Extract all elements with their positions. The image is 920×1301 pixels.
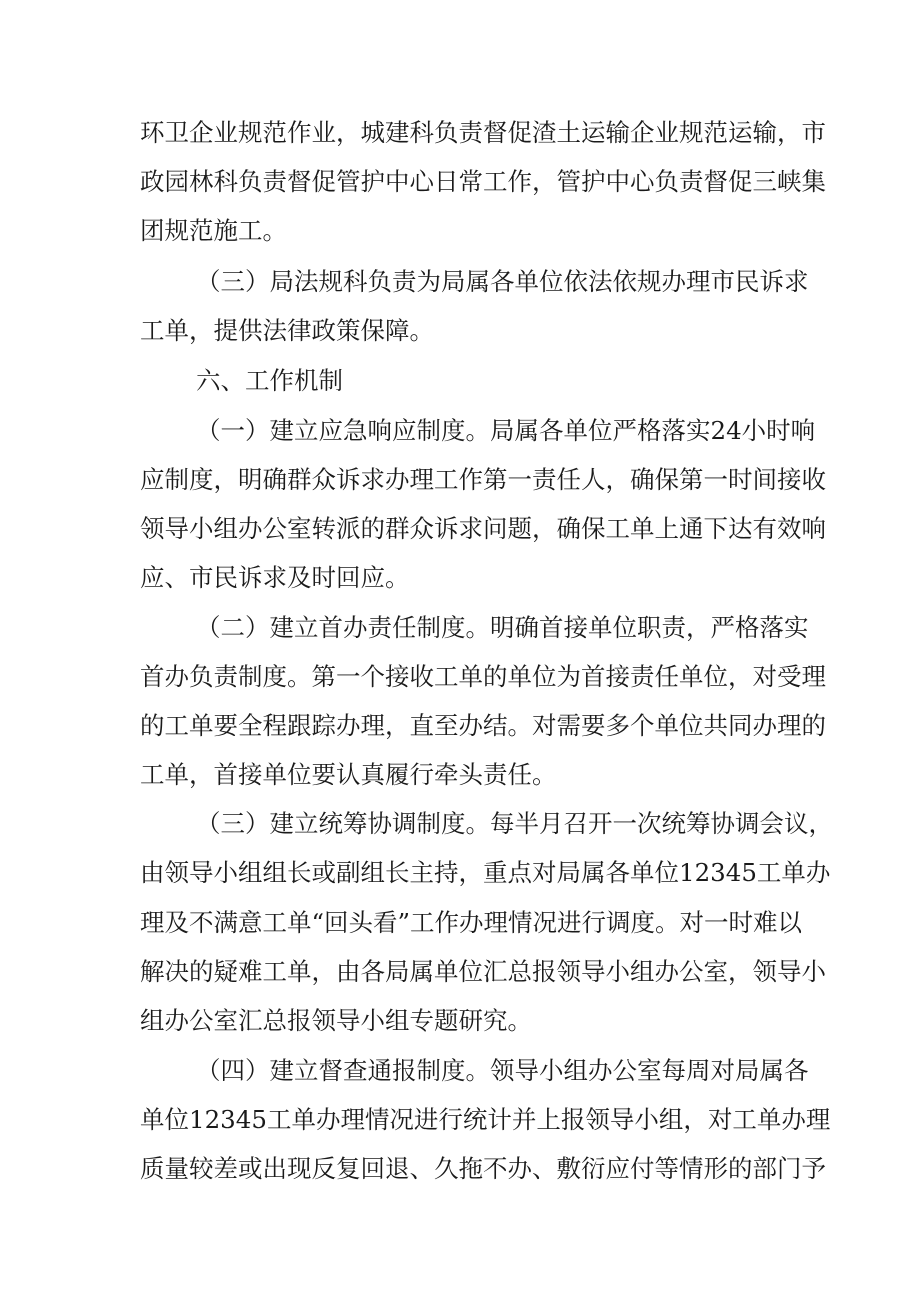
text-line-10: 应、市民诉求及时回应。: [140, 563, 410, 592]
text-line-15: （三）建立统筹协调制度。每半月召开一次统筹协调会议，: [196, 809, 833, 838]
text-line-21: 单位12345工单办理情况进行统计并上报领导小组，对工单办理: [140, 1105, 831, 1134]
text-line-7: （一）建立应急响应制度。局属各单位严格落实24小时响: [196, 416, 816, 445]
text-line-11: （二）建立首办责任制度。明确首接单位职责，严格落实: [196, 613, 809, 642]
text-line-2: 政园林科负责督促管护中心日常工作，管护中心负责督促三峡集: [140, 167, 826, 196]
text-line-17: 理及不满意工单“回头看”工作办理情况进行调度。对一时难以: [140, 908, 803, 937]
text-line-13: 的工单要全程跟踪办理，直至办结。对需要多个单位共同办理的: [140, 711, 826, 740]
text-line-19: 组办公室汇总报领导小组专题研究。: [140, 1006, 532, 1035]
text-line-3: 团规范施工。: [140, 216, 287, 245]
text-line-12: 首办负责制度。第一个接收工单的单位为首接责任单位，对受理: [140, 662, 826, 691]
text-line-1: 环卫企业规范作业，城建科负责督促渣土运输企业规范运输，市: [140, 118, 826, 147]
text-line-8: 应制度，明确群众诉求办理工作第一责任人，确保第一时间接收: [140, 465, 826, 494]
text-line-16: 由领导小组组长或副组长主持，重点对局属各单位12345工单办: [140, 858, 831, 887]
text-line-18: 解决的疑难工单，由各局属单位汇总报领导小组办公室，领导小: [140, 957, 826, 986]
section-heading: 六、工作机制: [196, 366, 343, 395]
text-line-22: 质量较差或出现反复回退、久拖不办、敷衍应付等情形的部门予: [140, 1154, 826, 1183]
text-line-14: 工单，首接单位要认真履行牵头责任。: [140, 760, 557, 789]
text-line-20: （四）建立督查通报制度。领导小组办公室每周对局属各: [196, 1056, 809, 1085]
text-line-4: （三）局法规科负责为局属各单位依法依规办理市民诉求: [196, 267, 809, 296]
text-line-9: 领导小组办公室转派的群众诉求问题，确保工单上通下达有效响: [140, 514, 826, 543]
text-line-5: 工单，提供法律政策保障。: [140, 316, 434, 345]
